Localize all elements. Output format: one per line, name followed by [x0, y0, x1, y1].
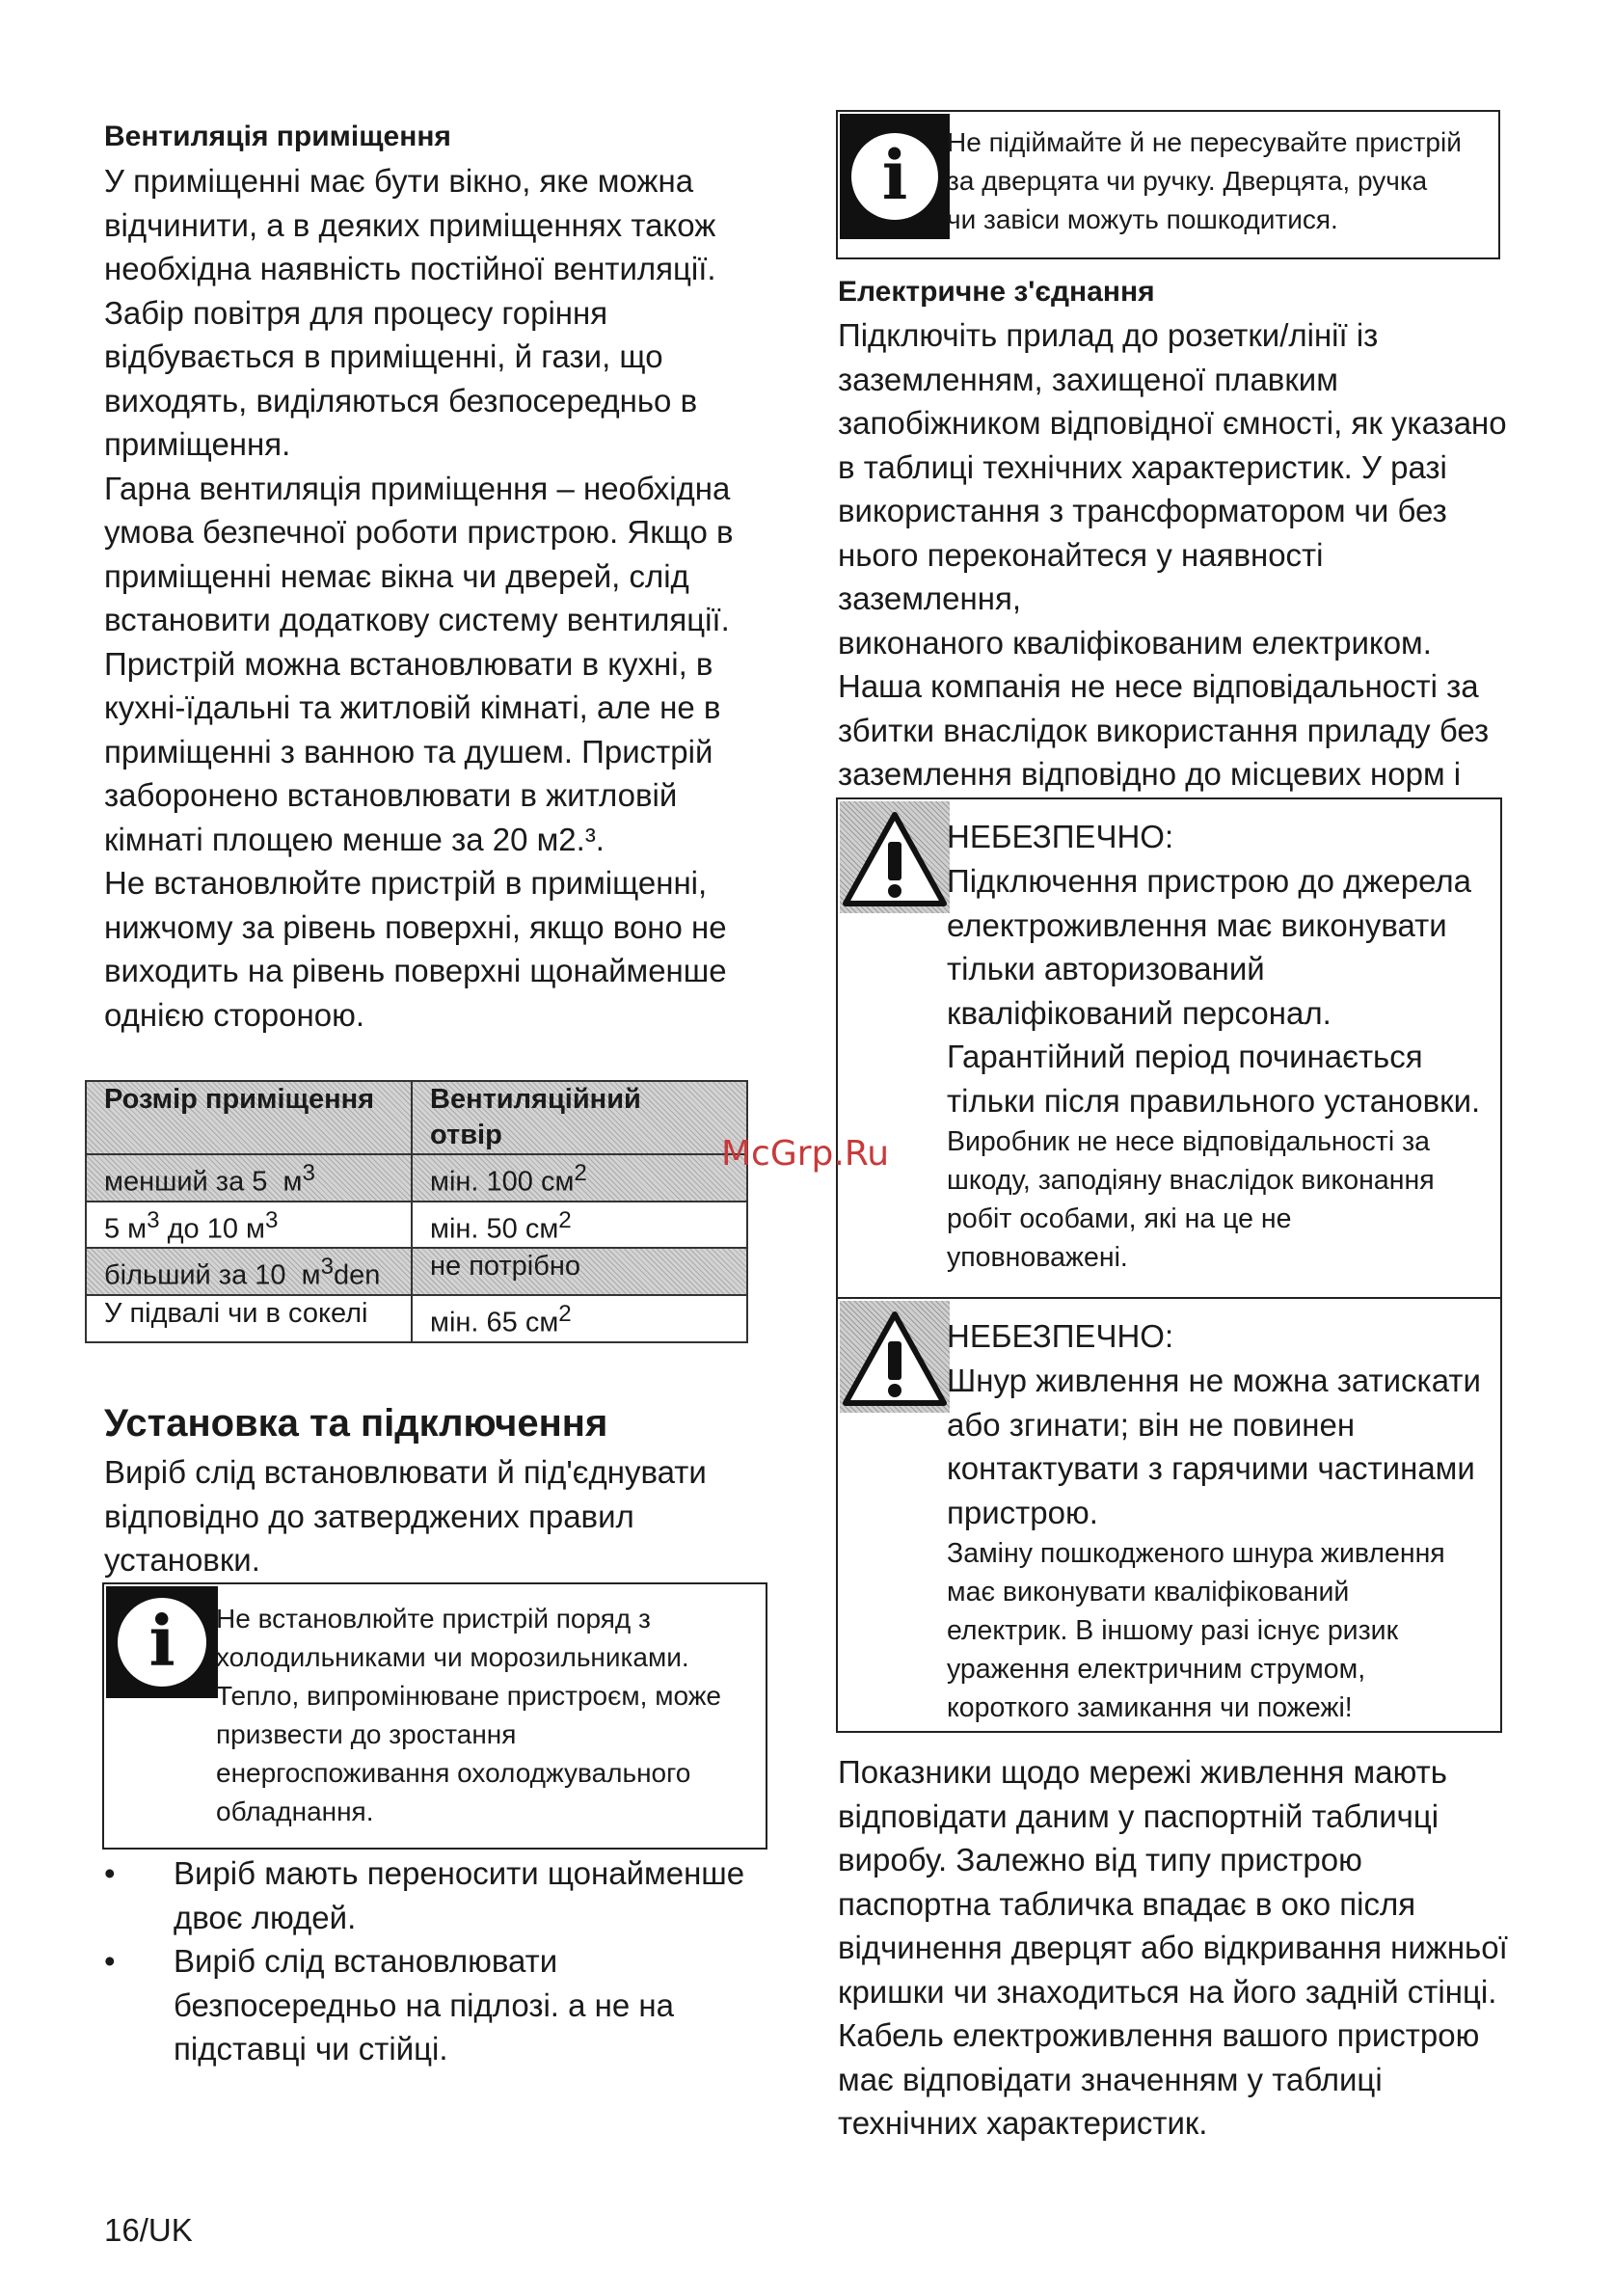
top-info-note-box	[836, 110, 1500, 259]
text-line: електрик. В іншому разі існує ризик	[947, 1615, 1399, 1646]
table-header-cell: Вентиляційний отвір	[412, 1081, 747, 1154]
text-line: в таблиці технічних характеристик. У разі	[838, 448, 1447, 485]
text-line: виходить на рівень поверхні щонайменше	[104, 953, 727, 988]
text-line: Виріб слід встановлювати й під'єднувати	[104, 1454, 707, 1490]
text-line: Не встановлюйте пристрій поряд з	[216, 1604, 651, 1634]
danger-box-1	[836, 797, 1502, 1299]
text-line: Гарна вентиляція приміщення – необхідна	[104, 470, 731, 506]
text-line: кімнаті площею менше за 20 м2.³.	[104, 821, 605, 857]
installation-heading: Установка та підключення	[104, 1402, 608, 1445]
text-line: енергоспоживання охолоджувального	[216, 1758, 691, 1788]
list-item: • Виріб слід встановлювати безпосередньо на підлозі. а не на підставці чи стійці.	[104, 1939, 779, 2071]
text-line: Гарантійний період починається	[947, 1039, 1423, 1074]
text-line: обладнання.	[216, 1796, 374, 1826]
text-line: встановити додаткову систему вентиляції.	[104, 602, 730, 637]
text-line: Підключіть прилад до розетки/лінії із	[838, 317, 1379, 353]
table-cell: мін. 65 $см^2$	[412, 1295, 747, 1342]
text-line: Наша компанія не несе відповідальності за	[838, 668, 1479, 704]
text-line: або згинати; він не повинен	[947, 1406, 1356, 1443]
table-cell: мін. 100 $см^2$	[412, 1154, 747, 1202]
text-line: пристрою.	[947, 1494, 1098, 1530]
electrical-heading: Електричне з'єднання	[838, 276, 1155, 308]
text-line: умова безпечної роботи пристрою. Якщо в	[104, 514, 734, 550]
text-line: контактувати з гарячими частинами	[947, 1450, 1475, 1486]
text-line: шкоду, заподіяну внаслідок виконання	[947, 1165, 1435, 1196]
info-note-box	[102, 1582, 767, 1850]
text-line: відповідати даним у паспортній табличці	[838, 1797, 1439, 1834]
table-cell: більший за 10 $м^3den$	[86, 1248, 412, 1295]
text-line: відчинення дверцят або відкривання нижньої	[838, 1930, 1508, 1965]
table-row	[86, 1202, 747, 1249]
warning-icon	[840, 1301, 950, 1413]
power-paragraph	[838, 1750, 1513, 2146]
text-line: відповідно до затверджених правил	[104, 1498, 634, 1534]
text-line: відбувається в приміщенні, й гази, що	[104, 338, 663, 374]
danger-subtext	[947, 1534, 1502, 1727]
text-line: призвести до зростання	[216, 1719, 517, 1749]
warning-icon	[840, 801, 950, 913]
table-row	[86, 1248, 747, 1295]
text-line: має відповідати значенням у таблиці	[838, 2061, 1383, 2097]
text-line: заборонено встановлювати в житловій	[104, 777, 678, 813]
electrical-paragraph	[838, 313, 1513, 840]
info-icon: i	[106, 1586, 218, 1698]
text-line: заземленням, захищеної плавким	[838, 361, 1338, 397]
danger-label: НЕБЕЗПЕЧНО:	[947, 819, 1174, 854]
text-line: Заміну пошкодженого шнура живлення	[947, 1538, 1445, 1569]
text-line: заземлення відповідно до місцевих норм і	[838, 756, 1462, 792]
text-line: нього переконайтеся у наявності заземлення,	[838, 536, 1324, 616]
table-cell: не потрібно	[412, 1248, 747, 1295]
danger-text	[947, 859, 1502, 1122]
table-row	[86, 1295, 747, 1342]
text-line: Не підіймайте й не пересувайте пристрій	[947, 127, 1462, 157]
text-line: виходять, виділяються безпосередньо в	[104, 382, 698, 419]
text-line: холодильниками чи морозильниками.	[216, 1642, 689, 1672]
text-line: короткого замикання чи пожежі!	[947, 1692, 1353, 1723]
text-line: Забір повітря для процесу горіння	[104, 294, 608, 331]
table-cell: У підвалі чи в сокелі	[86, 1295, 412, 1342]
text-line: нижчому за рівень поверхні, якщо воно не	[104, 908, 727, 945]
text-line: технічних характеристик.	[838, 2105, 1208, 2141]
installation-paragraph	[104, 1450, 760, 1582]
text-line: за дверцята чи ручку. Дверцята, ручка	[947, 166, 1428, 196]
text-line: Кабель електроживлення вашого пристрою	[838, 2017, 1480, 2053]
table-cell: 5 $м^3$ до 10 $м^3$	[86, 1202, 412, 1249]
text-line: установки.	[104, 1542, 260, 1578]
text-line: приміщенні немає вікна чи дверей, слід	[104, 557, 689, 594]
danger-label: НЕБЕЗПЕЧНО:	[947, 1318, 1174, 1354]
text-line: Виробник не несе відповідальності за	[947, 1126, 1430, 1157]
watermark: McGrp.Ru	[721, 1134, 890, 1174]
text-line: кришки чи знаходиться на його задній стінці.	[838, 1973, 1497, 2010]
text-line: приміщення.	[104, 426, 291, 462]
text-line: чи завіси можуть пошкодитися.	[947, 204, 1338, 234]
bullet-list	[104, 1851, 779, 2071]
text-line: приміщенні з ванною та душем. Пристрій	[104, 733, 713, 770]
text-line: Не встановлюйте пристрій в приміщенні,	[104, 865, 708, 901]
text-line: Шнур живлення не можна затискати	[947, 1363, 1481, 1398]
ventilation-heading: Вентиляція приміщення	[104, 121, 451, 152]
table-header-row	[86, 1081, 747, 1154]
text-line: виконаного кваліфікованим електриком.	[838, 624, 1432, 661]
top-info-note-text	[947, 123, 1498, 239]
table-header-cell: Розмір приміщення	[86, 1081, 412, 1154]
text-line: електроживлення має виконувати	[947, 906, 1447, 943]
table-row	[86, 1154, 747, 1202]
info-icon: i	[840, 114, 950, 239]
list-item: • Виріб мають переносити щонайменше двоє людей.	[104, 1851, 779, 1939]
text-line: необхідна наявність постійної вентиляції.	[104, 251, 716, 286]
ventilation-table	[85, 1080, 748, 1343]
text-line: кухні-їдальні та житловій кімнаті, але не в	[104, 689, 721, 725]
text-line: відчинити, а в деяких приміщеннях також	[104, 206, 716, 243]
text-line: Тепло, випромінюване пристроєм, може	[216, 1681, 722, 1711]
text-line: кваліфікований персонал.	[947, 994, 1332, 1031]
text-line: збитки внаслідок використання приладу без	[838, 712, 1490, 748]
danger-subtext	[947, 1122, 1502, 1277]
text-line: Показники щодо мережі живлення мають	[838, 1754, 1447, 1790]
text-line: паспортна табличка впадає в око після	[838, 1885, 1416, 1922]
danger-box-2	[836, 1297, 1502, 1733]
text-line: робіт особами, які на це не	[947, 1203, 1292, 1234]
table-cell: мін. 50 $см^2$	[412, 1202, 747, 1249]
text-line: запобіжником відповідної ємності, як указано	[838, 405, 1507, 441]
bullet-marker: •	[104, 1943, 116, 1979]
text-line: Підключення пристрою до джерела	[947, 863, 1472, 899]
danger-text	[947, 1359, 1502, 1534]
table-cell: менший за 5 $м^3$	[86, 1154, 412, 1202]
text-line: однією стороною.	[104, 996, 364, 1033]
page-number: 16/UK	[104, 2212, 193, 2248]
text-line: має виконувати кваліфікований	[947, 1577, 1350, 1607]
ventilation-paragraph	[104, 159, 779, 1037]
text-line: У приміщенні має бути вікно, яке можна	[104, 163, 694, 199]
bullet-marker: •	[104, 1855, 116, 1891]
text-line: ураження електричним струмом,	[947, 1654, 1366, 1685]
text-line: тільки авторизований	[947, 951, 1265, 986]
text-line: використання з трансформатором чи без	[838, 493, 1447, 528]
info-note-text	[216, 1600, 764, 1831]
text-line: виробу. Залежно від типу пристрою	[838, 1842, 1362, 1877]
text-line: Пристрій можна встановлювати в кухні, в	[104, 645, 713, 682]
text-line: уповноважені.	[947, 1242, 1128, 1273]
text-line: тільки після правильного установки.	[947, 1082, 1481, 1119]
